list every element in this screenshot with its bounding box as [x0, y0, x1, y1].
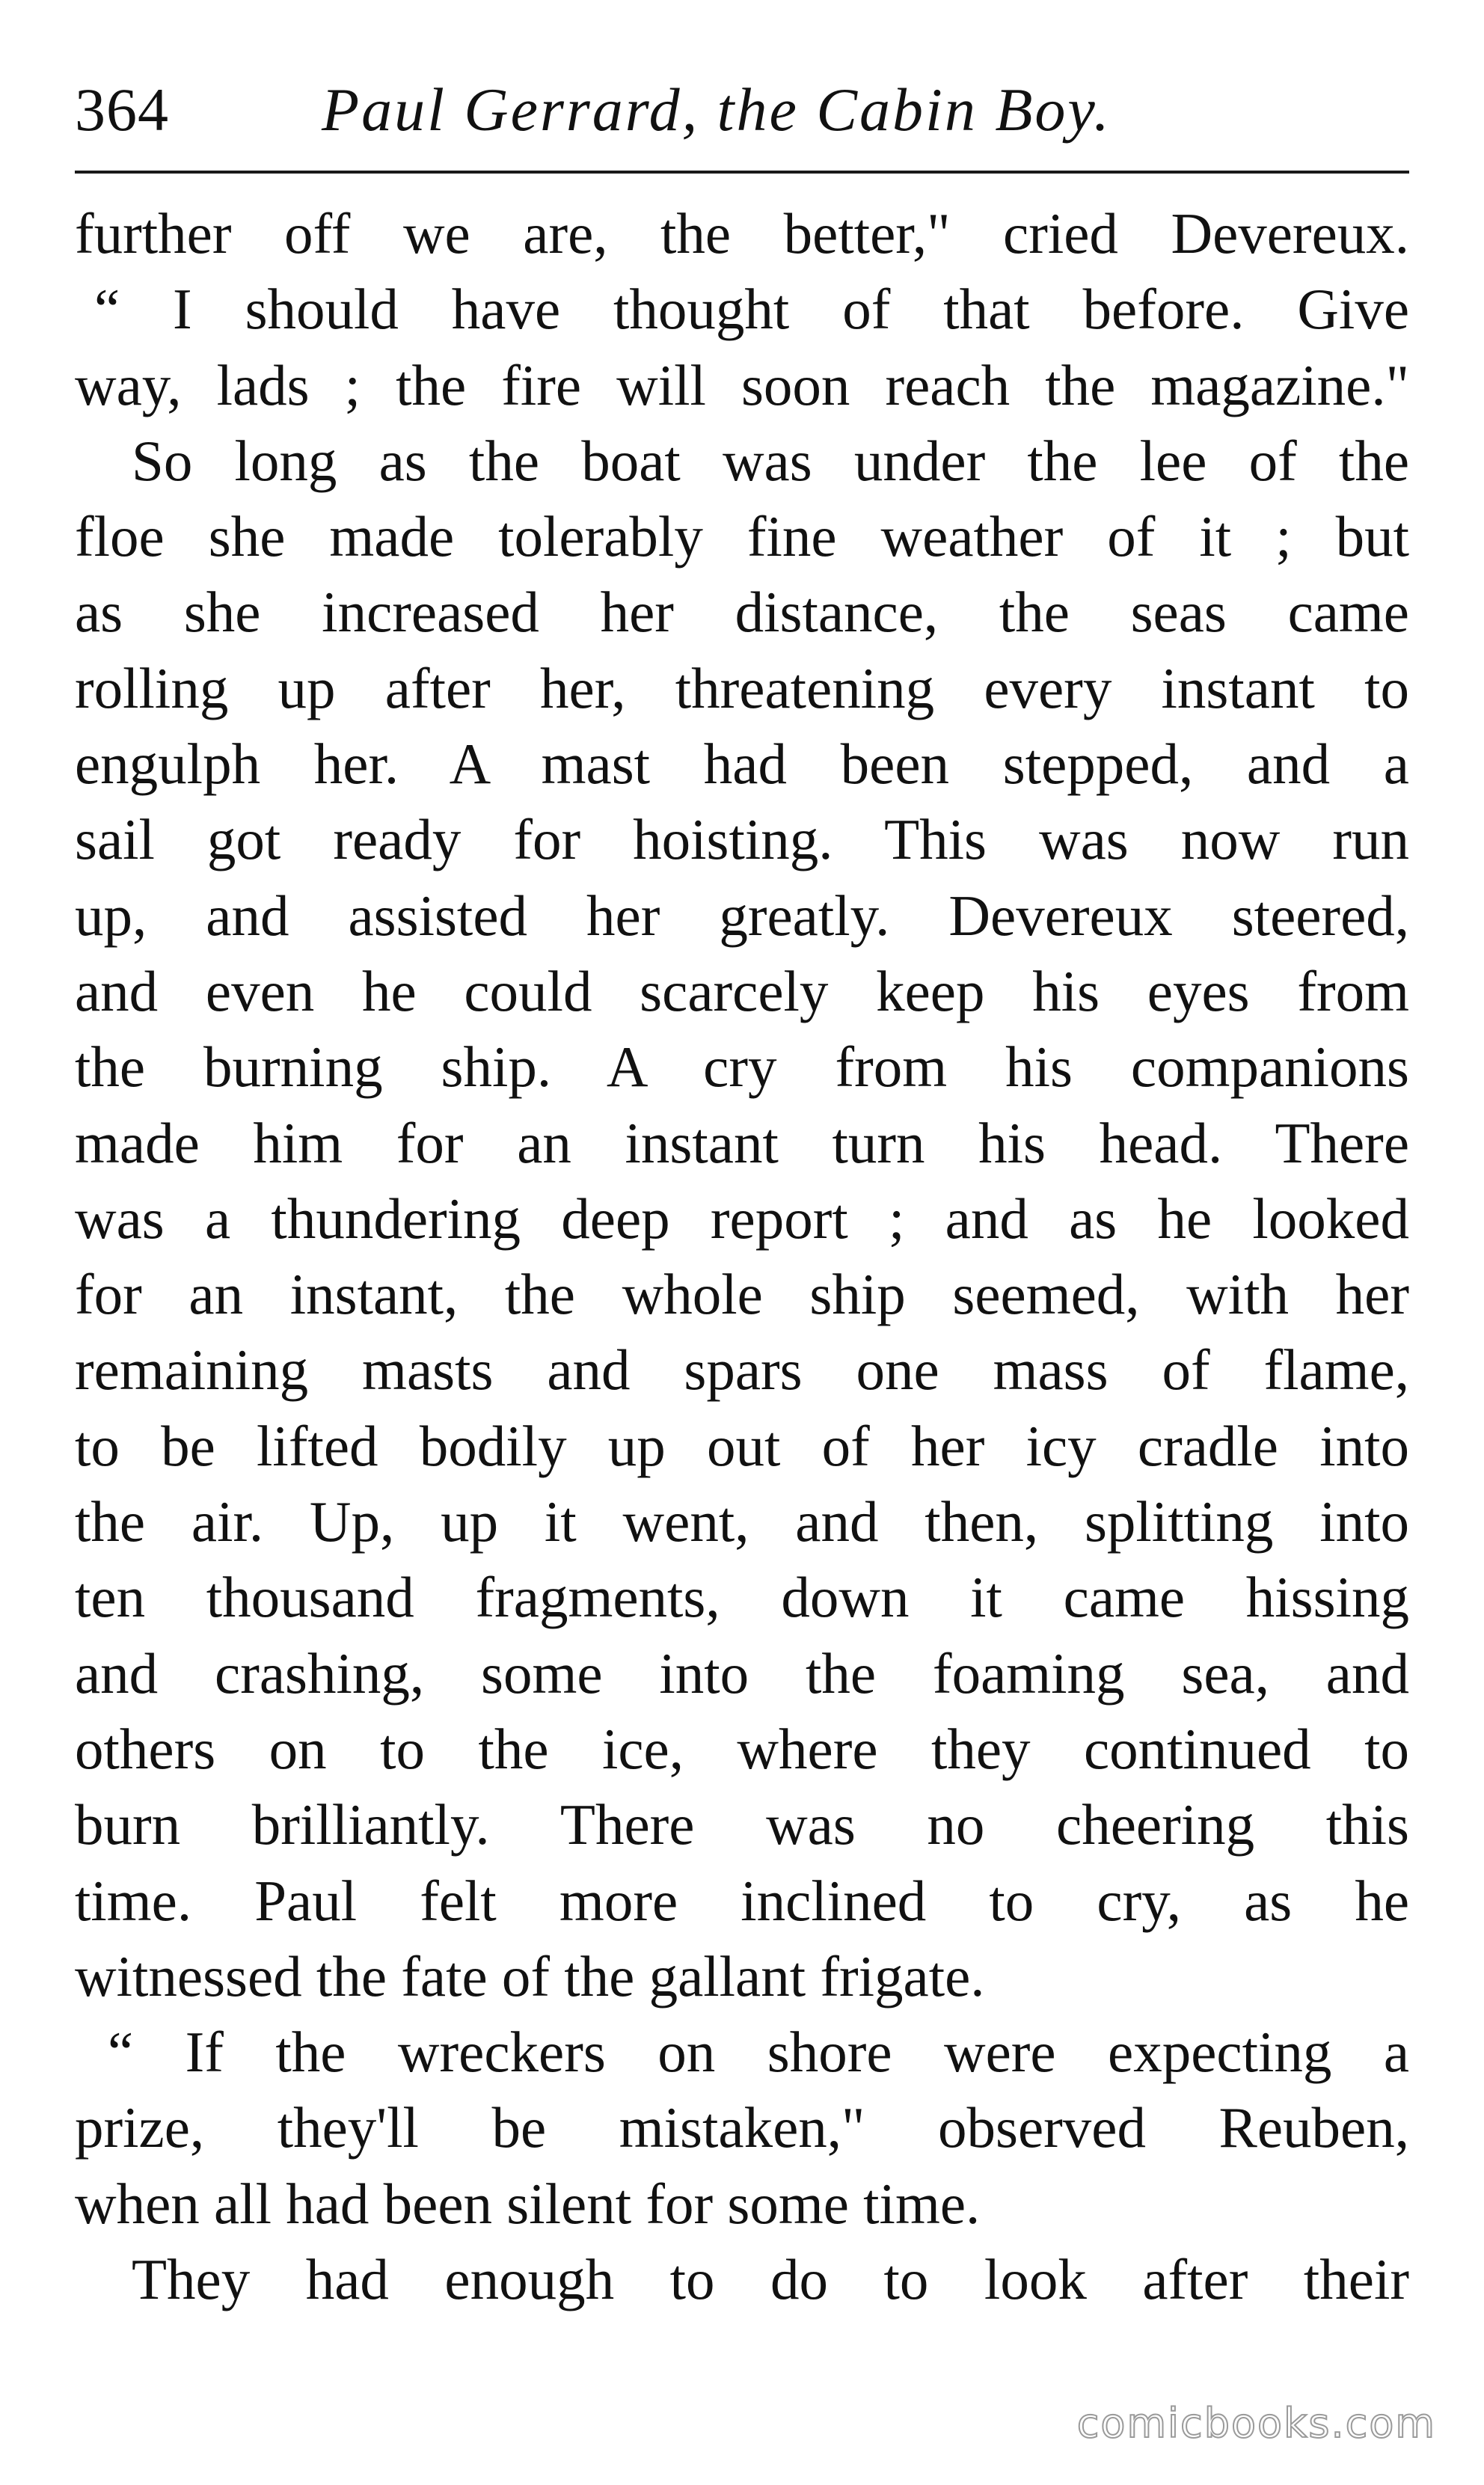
body-text — [75, 196, 1409, 2317]
text-line: the burning ship. A cry from his companions — [75, 1035, 1409, 1100]
text-line: and crashing, some into the foaming sea, and — [75, 1640, 1409, 1706]
text-line: as she increased her distance, the seas came — [75, 580, 1409, 645]
page-number: 364 — [75, 76, 169, 144]
watermark: comicbooks.com — [1076, 2400, 1436, 2447]
text-line: for an instant, the whole ship seemed, with her — [75, 1262, 1409, 1327]
text-line: “ I should have thought of that before. Give — [94, 277, 1409, 342]
text-line: time. Paul felt more inclined to cry, as he — [75, 1868, 1409, 1933]
text-line: engulph her. A mast had been stepped, and a — [75, 732, 1409, 797]
page-header — [75, 69, 1409, 151]
text-line: remaining masts and spars one mass of flame, — [75, 1338, 1409, 1403]
text-line: witnessed the fate of the gallant frigate. — [75, 1943, 985, 2008]
text-line: sail got ready for hoisting. This was now run — [75, 807, 1409, 872]
running-title: Paul Gerrard, the Cabin Boy. — [322, 76, 1112, 144]
text-line: burn brilliantly. There was no cheering this — [75, 1792, 1409, 1857]
text-line: “ If the wreckers on shore were expecting a — [108, 2020, 1409, 2085]
text-line: made him for an instant turn his head. There — [75, 1110, 1409, 1175]
text-line: prize, they'll be mistaken," observed Reuben, — [75, 2095, 1409, 2160]
text-line: the air. Up, up it went, and then, splitting into — [75, 1489, 1409, 1554]
text-line: was a thundering deep report ; and as he looked — [75, 1186, 1409, 1251]
text-line: rolling up after her, threatening every instant to — [75, 655, 1409, 720]
text-line: They had enough to do to look after their — [132, 2247, 1409, 2312]
text-line: others on to the ice, where they continued to — [75, 1716, 1409, 1781]
text-line: ten thousand fragments, down it came hissing — [75, 1565, 1409, 1630]
text-line: floe she made tolerably fine weather of it ; but — [75, 504, 1409, 569]
text-line: when all had been silent for some time. — [75, 2171, 981, 2236]
text-line: way, lads ; the fire will soon reach the magazine." — [75, 352, 1409, 417]
text-line: to be lifted bodily up out of her icy cradle into — [75, 1413, 1409, 1478]
text-line: further off we are, the better," cried Devereux. — [75, 201, 1409, 266]
header-rule — [75, 171, 1409, 174]
text-line: So long as the boat was under the lee of the — [132, 428, 1409, 493]
text-line: up, and assisted her greatly. Devereux steered, — [75, 883, 1409, 948]
text-line: and even he could scarcely keep his eyes from — [75, 958, 1409, 1023]
